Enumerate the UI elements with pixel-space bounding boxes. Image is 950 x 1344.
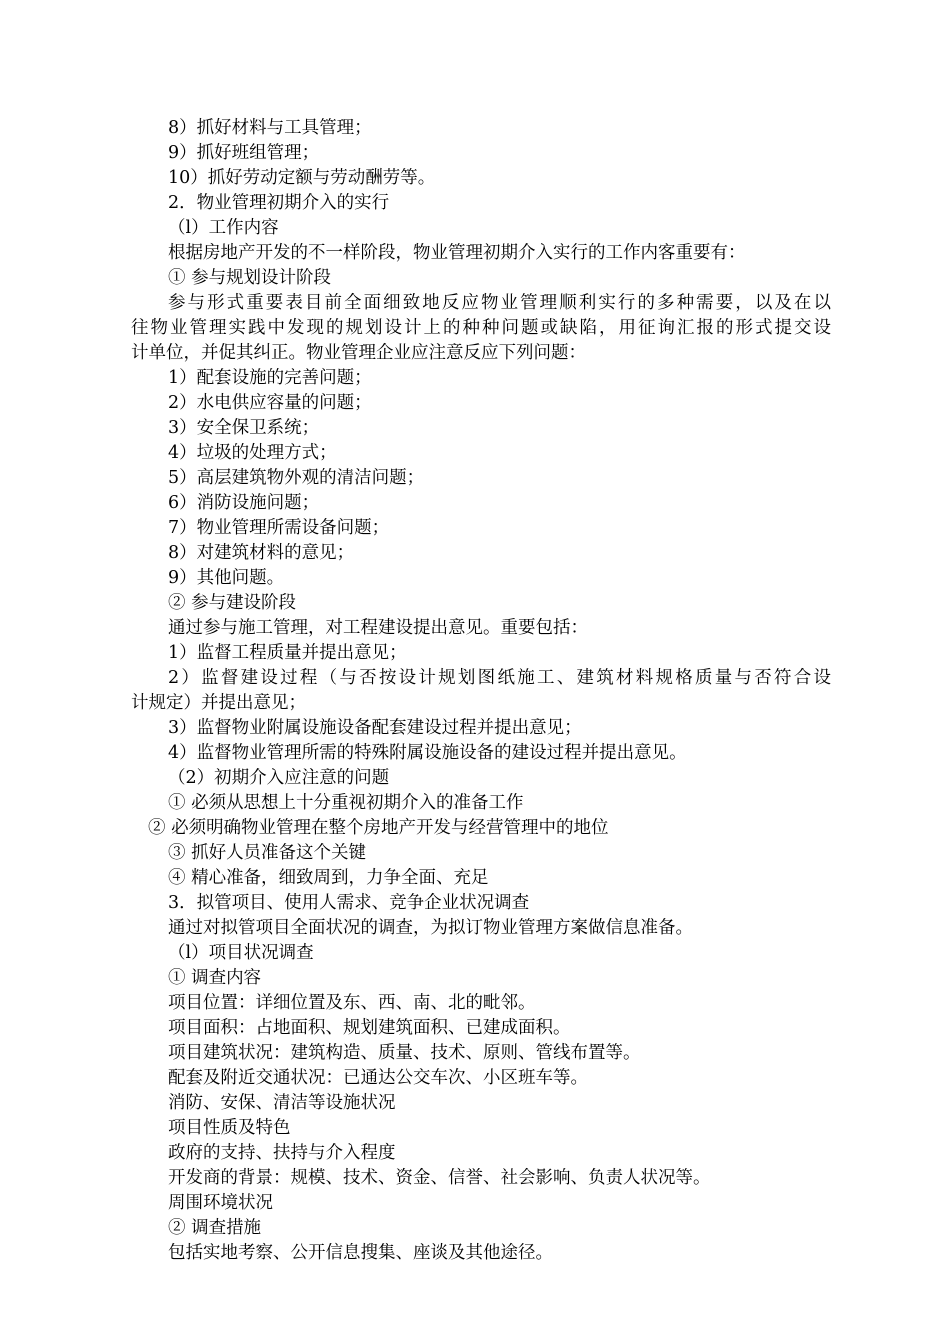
list-item-continuation: 计规定）并提出意见； bbox=[131, 693, 306, 713]
list-item: 1）配套设施的完善问题； bbox=[168, 368, 372, 388]
list-item: 3）安全保卫系统； bbox=[168, 418, 320, 438]
paragraph-line: 通过参与施工管理，对工程建设提出意见。重要包括： bbox=[168, 618, 588, 638]
list-item: 9）其他问题。 bbox=[168, 568, 285, 588]
list-item: 项目性质及特色 bbox=[168, 1118, 291, 1138]
list-item: 项目建筑状况：建筑构造、质量、技术、原则、管线布置等。 bbox=[168, 1043, 641, 1063]
section-heading: 3．拟管项目、使用人需求、竞争企业状况调查 bbox=[168, 893, 530, 913]
list-item: 8）对建筑材料的意见； bbox=[168, 543, 355, 563]
subsection-heading: （l）项目状况调查 bbox=[168, 943, 314, 963]
list-item: ② 必须明确物业管理在整个房地产开发与经营管理中的地位 bbox=[148, 818, 609, 838]
list-item: ① 必须从思想上十分重视初期介入的准备工作 bbox=[168, 793, 524, 813]
list-item: 5）高层建筑物外观的清洁问题； bbox=[168, 468, 425, 488]
subsection-heading: ② 调查措施 bbox=[168, 1218, 262, 1238]
paragraph-line: 通过对拟管项目全面状况的调查，为拟订物业管理方案做信息准备。 bbox=[168, 918, 693, 938]
list-item: 7）物业管理所需设备问题； bbox=[168, 518, 390, 538]
list-item: ④ 精心准备，细致周到，力争全面、充足 bbox=[168, 868, 489, 888]
paragraph-line: 包括实地考察、公开信息搜集、座谈及其他途径。 bbox=[168, 1243, 553, 1263]
list-item: 周围环境状况 bbox=[168, 1193, 273, 1213]
list-item: 政府的支持、扶持与介入程度 bbox=[168, 1143, 396, 1163]
list-item: 配套及附近交通状况：已通达公交车次、小区班车等。 bbox=[168, 1068, 588, 1088]
paragraph-line: 参与形式重要表目前全面细致地反应物业管理顺利实行的多种需要，以及在以 bbox=[168, 293, 831, 313]
subsection-heading: ① 调查内容 bbox=[168, 968, 262, 988]
section-heading: 2．物业管理初期介入的实行 bbox=[168, 193, 390, 213]
paragraph-line: 根据房地产开发的不一样阶段，物业管理初期介入实行的工作内客重要有： bbox=[168, 243, 746, 263]
list-item: 开发商的背景：规模、技术、资金、信誉、社会影响、负责人状况等。 bbox=[168, 1168, 711, 1188]
list-item: 3）监督物业附属设施设备配套建设过程并提出意见； bbox=[168, 718, 582, 738]
list-item: 9）抓好班组管理； bbox=[168, 143, 320, 163]
subsection-heading: （2）初期介入应注意的问题 bbox=[168, 768, 390, 788]
document-body bbox=[131, 116, 831, 1266]
paragraph-line: 计单位，并促其纠正。物业管理企业应注意反应下列问题： bbox=[131, 343, 586, 363]
list-item: ③ 抓好人员准备这个关键 bbox=[168, 843, 367, 863]
paragraph-line: 往物业管理实践中发现的规划设计上的种种问题或缺陷，用征询汇报的形式提交设 bbox=[131, 318, 831, 338]
list-item: 项目位置：详细位置及东、西、南、北的毗邻。 bbox=[168, 993, 536, 1013]
subsection-heading: （l）工作内容 bbox=[168, 218, 279, 238]
subsection-heading: ① 参与规划设计阶段 bbox=[168, 268, 332, 288]
list-item: 1）监督工程质量并提出意见； bbox=[168, 643, 407, 663]
list-item: 4）监督物业管理所需的特殊附属设施设备的建设过程并提出意见。 bbox=[168, 743, 687, 763]
list-item: 项目面积：占地面积、规划建筑面积、已建成面积。 bbox=[168, 1018, 571, 1038]
list-item: 2）水电供应容量的问题； bbox=[168, 393, 372, 413]
list-item: 10）抓好劳动定额与劳动酬劳等。 bbox=[168, 168, 436, 188]
list-item: 8）抓好材料与工具管理； bbox=[168, 118, 372, 138]
subsection-heading: ② 参与建设阶段 bbox=[168, 593, 297, 613]
list-item: 6）消防设施问题； bbox=[168, 493, 320, 513]
list-item: 4）垃圾的处理方式； bbox=[168, 443, 337, 463]
list-item: 消防、安保、清洁等设施状况 bbox=[168, 1093, 396, 1113]
list-item: 2）监督建设过程（与否按设计规划图纸施工、建筑材料规格质量与否符合设 bbox=[168, 668, 831, 688]
